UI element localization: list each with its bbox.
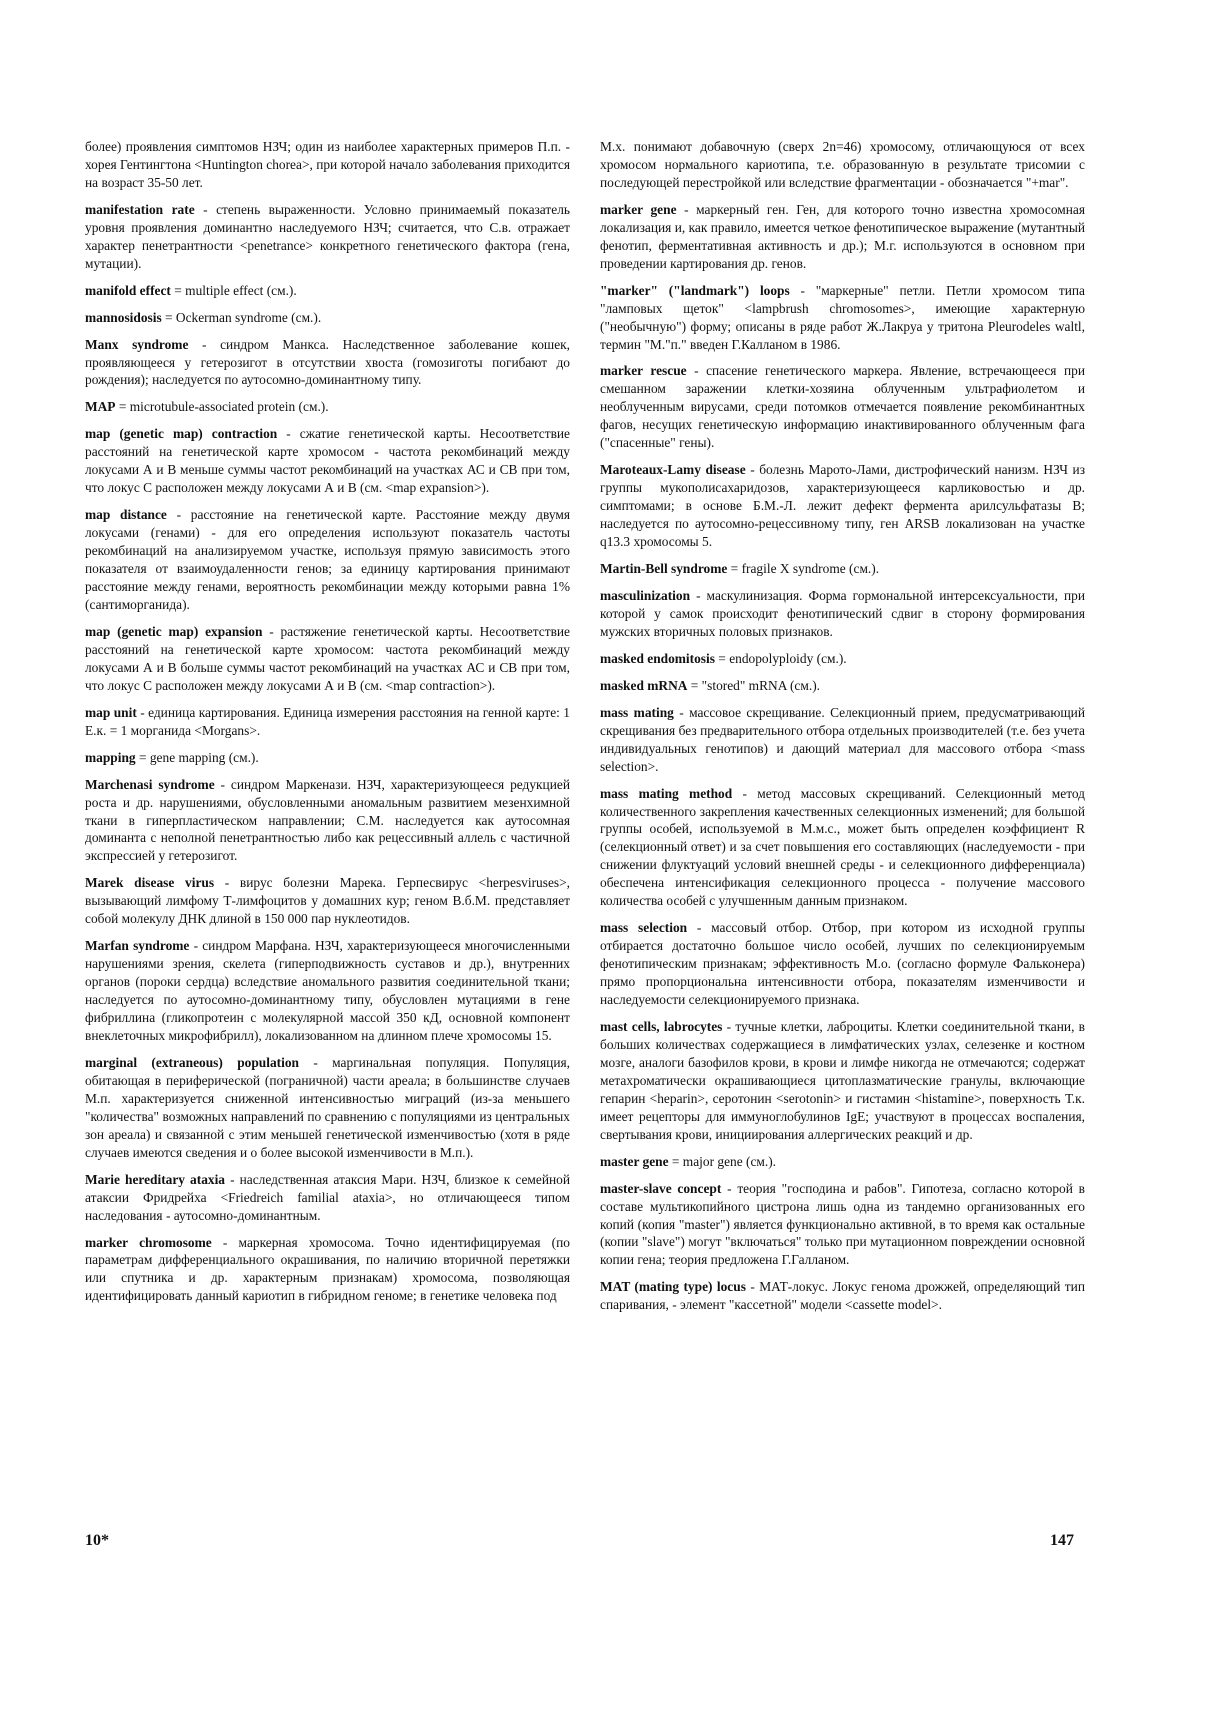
entry-definition: - растяжение генетической карты. Несоответствие расстояний на генетической карте хромосом: частота рекомбинаций между локусами А и В больше суммы частот рекомбинаций на участках АС и СВ при том, что локус С расположен между локусами А и В (см. <map contraction>).	[85, 623, 570, 693]
dictionary-entry	[600, 1153, 1085, 1171]
dictionary-entry	[85, 506, 570, 614]
entry-definition: = "stored" mRNA (см.).	[687, 677, 821, 693]
dictionary-entry	[600, 650, 1085, 668]
entry-term: masked mRNA	[600, 677, 688, 693]
entry-definition: = major gene (см.).	[668, 1153, 777, 1169]
dictionary-entry	[600, 560, 1085, 578]
dictionary-entry	[85, 623, 570, 695]
dictionary-entry	[85, 336, 570, 390]
entry-term: "marker" ("landmark") loops	[600, 282, 790, 298]
entry-definition: = endopolyploidy (см.).	[714, 650, 847, 666]
dictionary-entry	[85, 1234, 570, 1306]
entry-definition: - маргинальная популяция. Популяция, обитающая в периферической (пограничной) части ареала; в большинстве случаев М.п. характеризуется сниженной интенсивностью миграций (из-за меньшего "количества" возможных направлений по сравнению с популяциями из центральных зон ареала) и связанной с этим меньшей генетической изменчивостью (хотя в ряде случаев имеются сведения и о более высокой изменчивости в М.п.).	[85, 1054, 570, 1160]
entry-definition: - МАТ-локус. Локус генома дрожжей, определяющий тип спаривания, - элемент "кассетной" модели <cassette model>.	[600, 1279, 1085, 1313]
entry-definition: - массовое скрещивание. Селекционный прием, предусматривающий скрещивания без предварительного отбора отдельных производителей (т.е. без учета индивидуальных генотипов) и дающий материал для массового отбора <mass selection>.	[600, 704, 1086, 774]
dictionary-entry	[600, 461, 1085, 551]
dictionary-entry	[85, 398, 570, 416]
dictionary-entry	[600, 785, 1085, 911]
left-column	[85, 138, 570, 1314]
entry-term: marker rescue	[600, 363, 687, 379]
dictionary-entry	[85, 425, 570, 497]
entry-term: mapping	[85, 749, 136, 765]
entry-term: masculinization	[600, 587, 691, 603]
entry-term: map (genetic map) contraction	[85, 426, 278, 442]
entry-definition: = Ockerman syndrome (см.).	[161, 309, 322, 325]
entry-term: mass mating	[600, 704, 674, 720]
dictionary-entry	[85, 749, 570, 767]
entry-term: manifold effect	[85, 282, 171, 298]
entry-term: mannosidosis	[85, 309, 162, 325]
entry-term: master-slave concept	[600, 1180, 722, 1196]
dictionary-entry	[85, 937, 570, 1045]
entry-term: Marie hereditary ataxia	[85, 1171, 226, 1187]
entry-term: masked endomitosis	[600, 650, 715, 666]
entry-term: marker chromosome	[85, 1234, 212, 1250]
entry-definition: - болезнь Марото-Лами, дистрофический нанизм. НЗЧ из группы мукополисахаридозов, характеризующееся карликовостью и др. симптомами; в основе Б.М.-Л. лежит дефект фермента арилсульфатазы В; наследуется по аутосомно-рецессивному типу, ген ARSB локализован на участке q13.3 хромосомы 5.	[600, 462, 1085, 550]
signature-mark: 10*	[85, 1532, 109, 1549]
entry-definition: - маскулинизация. Форма гормональной интерсексуальности, при которой у самок происходит фенотипический сдвиг в сторону формирования мужских вторичных половых признаков.	[600, 587, 1085, 639]
entry-definition: - единица картирования. Единица измерения расстояния на генной карте: 1 Е.к. = 1 морганида <Morgans>.	[85, 704, 571, 738]
dictionary-entry	[600, 362, 1085, 452]
dictionary-entry	[600, 138, 1085, 192]
dictionary-entry	[85, 309, 570, 327]
dictionary-entry	[600, 1018, 1085, 1144]
entry-definition: более) проявления симптомов НЗЧ; один из наиболее характерных примеров П.п. - хорея Гентингтона <Huntington chorea>, при которой начало заболевания приходится на возраст 35-50 лет.	[85, 139, 571, 190]
dictionary-entry	[85, 282, 570, 300]
entry-definition: - маркерный ген. Ген, для которого точно известна хромосомная локализация и, как правило, имеется четкое фенотипическое выражение (мутантный фенотип, ферментативная активность и др.); М.г. используются в основном при проведении картирования др. генов.	[600, 201, 1085, 271]
entry-term: Marfan syndrome	[85, 938, 190, 954]
dictionary-entry	[600, 282, 1085, 354]
entry-term: Maroteaux-Lamy disease	[600, 462, 746, 478]
entry-definition: - степень выраженности. Условно принимаемый показатель уровня проявления доминантно наследуемого НЗЧ; считается, что С.в. отражает характер пенетрантности <penetrance> конкретного генетического фактора (гена, мутации).	[85, 201, 570, 271]
entry-term: MAT (mating type) locus	[600, 1279, 746, 1295]
entry-term: map unit	[85, 704, 137, 720]
entry-term: mass mating method	[600, 785, 733, 801]
dictionary-entry	[85, 201, 570, 273]
entry-term: master gene	[600, 1153, 669, 1169]
entry-term: mass selection	[600, 920, 688, 936]
entry-term: mast cells, labrocytes	[600, 1018, 723, 1034]
entry-definition: - синдром Манкса. Наследственное заболевание кошек, проявляющееся у гетерозигот в отсутствии хвоста (гомозиготы погибают до рождения); наследуется по аутосомно-доминантному типу.	[85, 336, 571, 388]
entry-term: Manx syndrome	[85, 336, 189, 352]
entry-term: manifestation rate	[85, 201, 195, 217]
entry-definition: - синдром Маркенази. НЗЧ, характеризующееся редукцией роста и др. нарушениями, обусловленными аномальным развитием мезенхимной ткани в гиперпластическом направлении; С.М. наследуется как аутосомная доминанта с неполной пенетрантностью либо как рецессивный аллель с частичной экспрессией у гетерозигот.	[85, 776, 570, 864]
entry-definition: - тучные клетки, лаброциты. Клетки соединительной ткани, в больших количествах содержащиеся в лимфатических узлах, селезенке и костном мозге, аналоги базофилов крови, в крови и лимфе никогда не отмечаются; содержат метахроматически окрашивающиеся цитоплазматические гранулы, включающие гепарин <heparin>, серотонин <serotonin> и гистамин <histamine>, поверхность Т.к. имеет рецепторы для иммуноглобулинов IgE; участвуют в процессах воспаления, свертывания крови, инициирования аллергических реакций и др.	[600, 1018, 1085, 1142]
entry-definition: = multiple effect (см.).	[170, 282, 297, 298]
dictionary-entry	[600, 1180, 1085, 1270]
dictionary-entry	[600, 704, 1085, 776]
entry-term: Martin-Bell syndrome	[600, 561, 728, 577]
page-number: 147	[1050, 1532, 1074, 1549]
dictionary-entry	[85, 874, 570, 928]
dictionary-entry	[85, 138, 570, 192]
entry-definition: М.х. понимают добавочную (сверх 2n=46) хромосому, отличающуюся от всех хромосом нормального кариотипа, т.е. образованную в результате трисомии с последующей перестройкой или вследствие фрагментации - обозначается "+mar".	[600, 139, 1085, 190]
entry-term: marker gene	[600, 201, 677, 217]
dictionary-entry	[85, 776, 570, 866]
entry-definition: - наследственная атаксия Мари. НЗЧ, близкое к семейной атаксии Фридрейха <Friedreich familial ataxia>, но отличающееся типом наследования - аутосомно-доминантным.	[85, 1171, 571, 1223]
entry-definition: - спасение генетического маркера. Явление, встречающееся при смешанном заражении клетки-хозяина облученным ультрафиолетом и необлученным вирусами, среди потомков отмечается появление рекомбинантных фагов, несущих генетическую информацию инактивированного облученным фага ("спасенные" гены).	[600, 363, 1085, 451]
entry-definition: = gene mapping (см.).	[135, 749, 259, 765]
entry-term: MAP	[85, 399, 116, 415]
entry-definition: - теория "господина и рабов". Гипотеза, согласно которой в составе мультикопийного цистрона лишь одна из тандемно организованных его копий (копия "master") является функционально активной, в то время как остальные (копии "slave") могут "включаться" только при мутационном повреждении основной копии гена; теория предложена Г.Галланом.	[600, 1180, 1085, 1268]
entry-term: Marek disease virus	[85, 875, 215, 891]
dictionary-entry	[600, 587, 1085, 641]
entry-term: map distance	[85, 507, 167, 523]
entry-definition: - массовый отбор. Отбор, при котором из исходной группы отбирается достаточно большое число особей, лучших по селекционируемым фенотипическим признакам; эффективность М.о. (согласно формуле Фальконера) прямо пропорциональна интенсивности отбора, показателям изменчивости и наследуемости селекционируемого признака.	[600, 920, 1085, 1008]
entry-definition: - маркерная хромосома. Точно идентифицируемая (по параметрам дифференциального окрашивания, по наличию вторичной перетяжки или спутника и др. характерным признакам) хромосома, позволяющая идентифицировать данный кариотип в гибридном геноме; в генетике человека под	[85, 1234, 570, 1304]
entry-definition: - "маркерные" петли. Петли хромосом типа "ламповых щеток" <lampbrush chromosomes>, имеющие характерную ("необычную") форму; описаны в ряде работ Ж.Лакруа у тритона Pleurodeles waltl, термин "М."п." введен Г.Калланом в 1986.	[600, 282, 1085, 352]
dictionary-entry	[600, 677, 1085, 695]
dictionary-entry	[85, 1054, 570, 1162]
entry-definition: - расстояние на генетической карте. Расстояние между двумя локусами (генами) - для его определения используют показатель частоты рекомбинаций на анализируемом участке, используя прямую зависимость этого показателя от взаимоудаленности генов; за единицу картирования принимают расстояние между генами, вероятность рекомбинации между которыми равна 1% (сантиморганида).	[85, 507, 571, 612]
entry-term: map (genetic map) expansion	[85, 623, 263, 639]
entry-definition: - синдром Марфана. НЗЧ, характеризующееся многочисленными нарушениями зрения, скелета (гиперподвижность суставов и др.), внутренних органов (пороки сердца) вследствие аномального развития соединительной ткани; наследуется по аутосомно-доминантному типу, обусловлен мутациями в гене фибриллина (гликопротеин с молекулярной массой 350 кД, основной компонент внеклеточных микрофибрилл), локализованном на длинном плече хромосомы 15.	[85, 938, 570, 1043]
dictionary-entry	[85, 704, 570, 740]
entry-term: marginal (extraneous) population	[85, 1054, 299, 1070]
dictionary-entry	[600, 919, 1085, 1009]
dictionary-entry	[600, 1278, 1085, 1314]
entry-definition: = fragile X syndrome (см.).	[727, 561, 880, 577]
dictionary-entry	[600, 201, 1085, 273]
entry-definition: - вирус болезни Марека. Герпесвирус <herpesviruses>, вызывающий лимфому Т-лимфоцитов у домашних кур; геном В.б.М. представляет собой молекулу ДНК длиной в 150 000 пар нуклеотидов.	[85, 875, 570, 927]
right-column	[600, 138, 1085, 1323]
entry-definition: = microtubule-associated protein (см.).	[115, 399, 329, 415]
entry-definition: - метод массовых скрещиваний. Селекционный метод количественного закрепления качественных селекционных изменений; для большой группы особей, используемой в М.м.с., может быть определен коэффициент R (селекционный ответ) и за счет повышения его составляющих (наследуемости - при снижении флуктуаций условий внешней среды - и селекционного дифференциала) обеспечена интенсификация селекционного процесса - получение массового количества особей с улучшенным данным признаком.	[600, 785, 1085, 909]
entry-term: Marchenasi syndrome	[85, 776, 215, 792]
entry-definition: - сжатие генетической карты. Несоответствие расстояний на генетической карте хромосом - частота рекомбинаций между локусами А и В меньше суммы частот рекомбинаций на участках АС и СВ при том, что локус С расположен между локусами А и В (см. <map expansion>).	[85, 426, 570, 496]
dictionary-entry	[85, 1171, 570, 1225]
